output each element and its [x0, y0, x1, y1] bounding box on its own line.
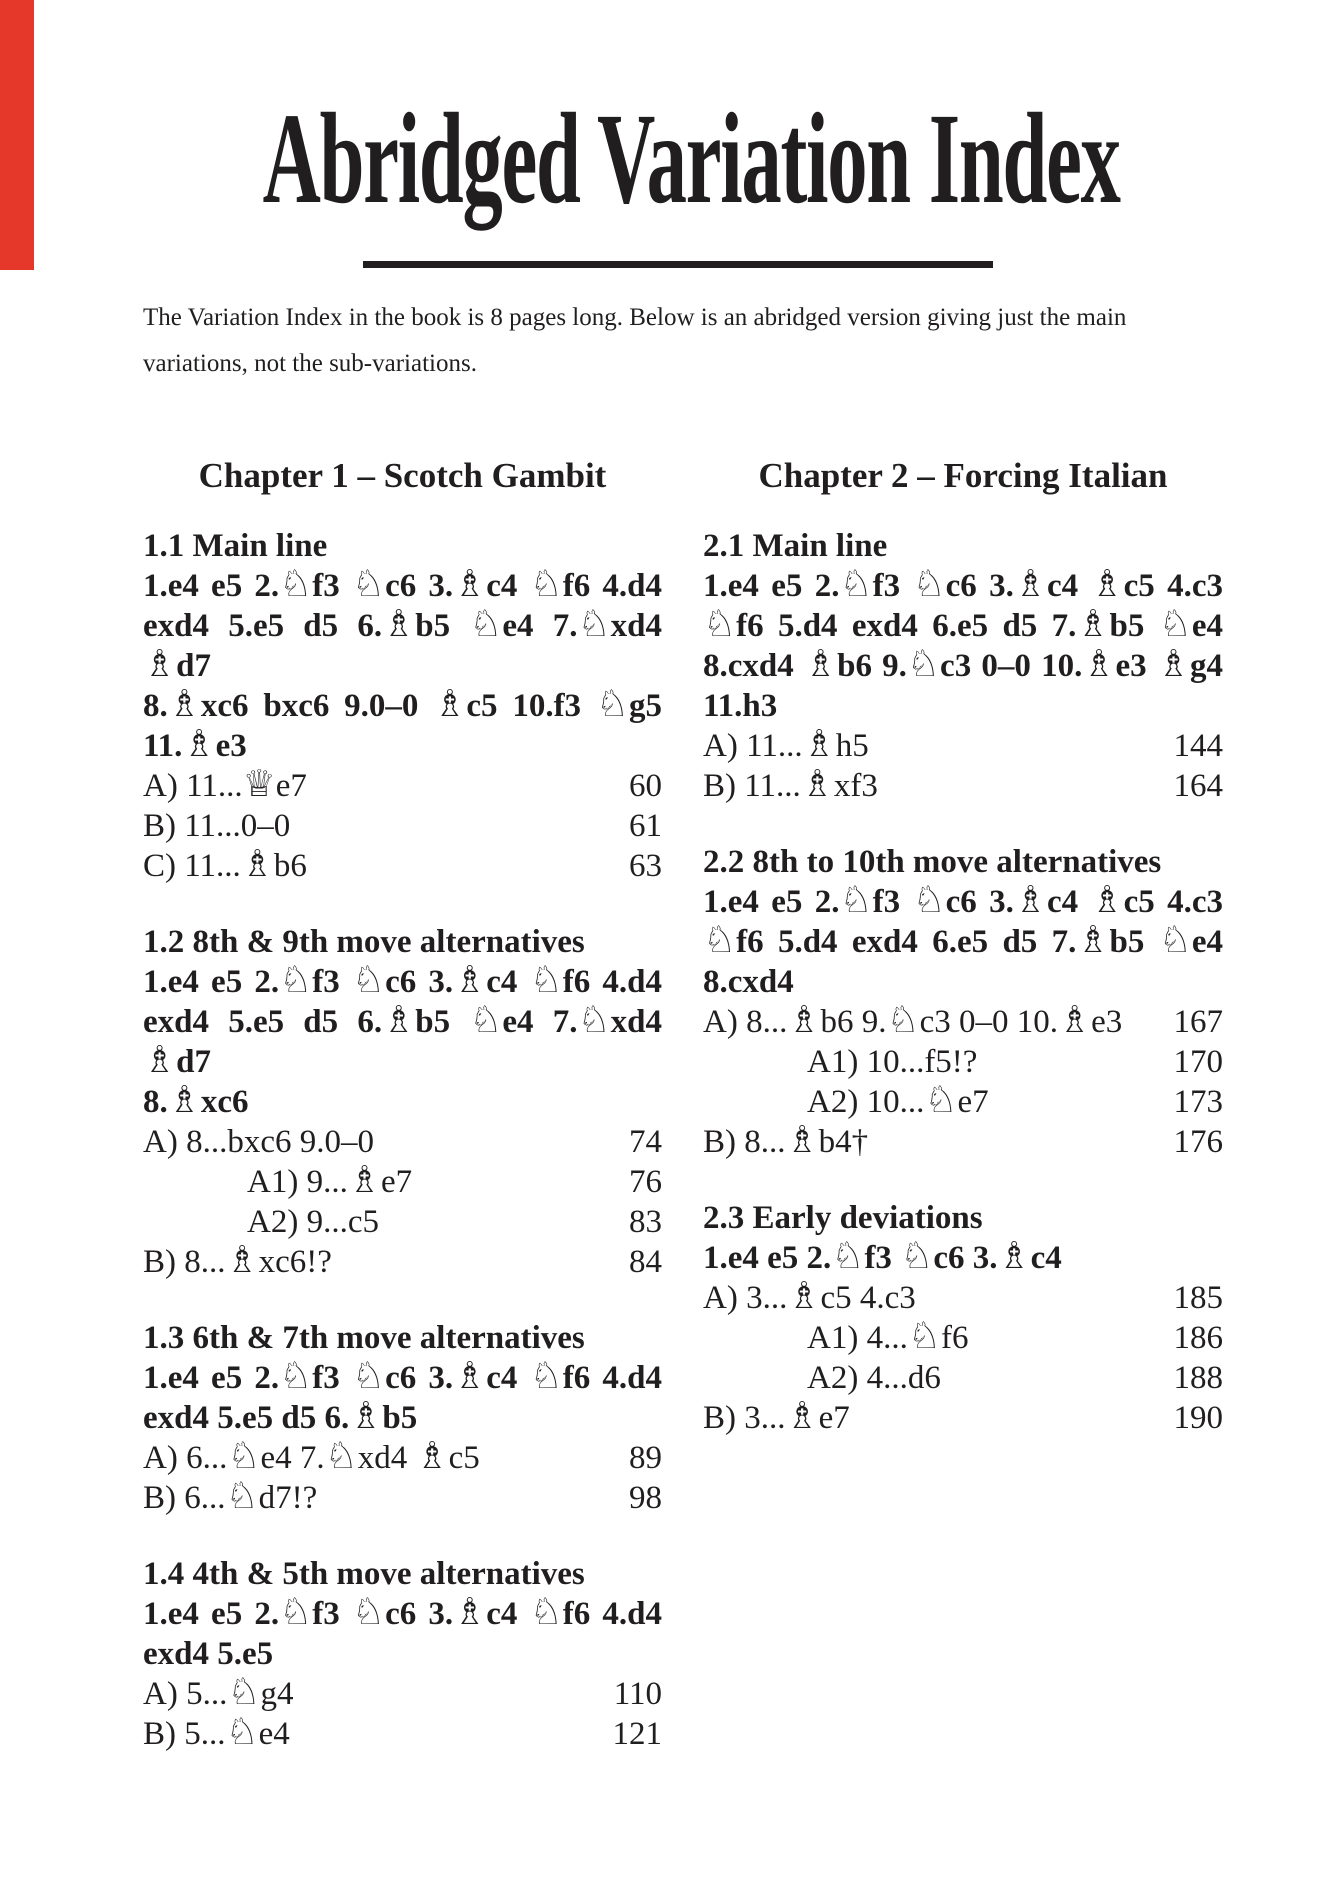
variation-section: [703, 1198, 1223, 1438]
section-heading: 2.2 8th to 10th move alternatives: [703, 844, 1162, 880]
move-line: 1.e4 e5 2.♘f3 ♘c6 3.♗c4 ♘f6 4.d4: [143, 562, 662, 605]
intro-line: variations, not the sub-variations.: [143, 350, 477, 377]
figurine-bishop-icon: ♗: [1090, 878, 1124, 921]
variation-section: [703, 526, 1223, 806]
figurine-knight-icon: ♘: [839, 562, 873, 605]
variation-row: [143, 1158, 662, 1202]
variation-row: [703, 722, 1223, 766]
moves-paragraph: [143, 958, 662, 1122]
moves-paragraph: [703, 562, 1224, 726]
figurine-knight-icon: ♘: [907, 1314, 941, 1357]
variation-page-number: 98: [629, 1480, 662, 1516]
variation-row: [703, 1118, 1223, 1162]
figurine-knight-icon: ♘: [351, 1354, 386, 1397]
section-heading: 1.4 4th & 5th move alternatives: [143, 1556, 585, 1592]
figurine-knight-icon: ♘: [906, 642, 941, 685]
variation-page-number: 173: [1173, 1084, 1223, 1120]
move-line: 1.e4 e5 2.♘f3 ♘c6 3.♗c4 ♘f6 4.d4: [143, 1354, 662, 1397]
variation-label: B) 8...♗b4†: [703, 1118, 869, 1161]
variation-section: [143, 922, 662, 1282]
move-line: 1.e4 e5 2.♘f3 ♘c6 3.♗c4 ♗c5 4.c3: [703, 562, 1224, 605]
move-line: 11.h3: [703, 688, 778, 724]
section-heading: 1.1 Main line: [143, 528, 328, 564]
move-line: exd4 5.e5 d5 6.♗b5 ♘e4 7.♘xd4 ♗d7: [143, 998, 662, 1081]
figurine-knight-icon: ♘: [839, 878, 873, 921]
variation-section: [143, 1554, 662, 1754]
variation-row: [143, 1710, 662, 1754]
figurine-knight-icon: ♘: [227, 1434, 261, 1477]
figurine-knight-icon: ♘: [351, 958, 386, 1001]
move-line: 1.e4 e5 2.♘f3 ♘c6 3.♗c4: [703, 1234, 1062, 1277]
figurine-bishop-icon: ♗: [1076, 602, 1110, 645]
variation-page-number: 170: [1173, 1044, 1223, 1080]
chapter-heading: Chapter 1 – Scotch Gambit: [198, 456, 607, 495]
move-line: exd4 5.e5 d5 6.♗b5: [143, 1394, 418, 1437]
figurine-knight-icon: ♘: [1158, 602, 1192, 645]
figurine-bishop-icon: ♗: [143, 1038, 177, 1081]
variation-row: [703, 1394, 1223, 1438]
variation-page-number: 76: [629, 1164, 662, 1200]
figurine-knight-icon: ♘: [279, 1590, 313, 1633]
variation-label: B) 5...♘e4: [143, 1710, 290, 1753]
variation-row: [143, 806, 662, 846]
column-chapter-2: [703, 454, 1223, 1754]
figurine-knight-icon: ♘: [227, 1670, 261, 1713]
figurine-knight-icon: ♘: [900, 1234, 934, 1277]
variation-row: [703, 1314, 1223, 1358]
figurine-knight-icon: ♘: [912, 562, 946, 605]
figurine-knight-icon: ♘: [886, 998, 920, 1041]
figurine-knight-icon: ♘: [279, 562, 313, 605]
figurine-knight-icon: ♘: [351, 562, 386, 605]
figurine-bishop-icon: ♗: [787, 998, 821, 1041]
move-line: 11.♗e3: [143, 722, 247, 765]
section-heading: 2.3 Early deviations: [703, 1200, 983, 1236]
variation-label: A2) 10...♘e7: [807, 1078, 989, 1121]
figurine-bishop-icon: ♗: [347, 1158, 381, 1201]
variation-section: [143, 526, 662, 886]
variation-row: [143, 1474, 662, 1518]
moves-paragraph: [143, 1354, 662, 1438]
figurine-knight-icon: ♘: [595, 682, 629, 725]
variation-label: A2) 4...d6: [807, 1360, 941, 1396]
figurine-bishop-icon: ♗: [433, 682, 467, 725]
figurine-bishop-icon: ♗: [240, 842, 274, 885]
variation-label: A) 6...♘e4 7.♘xd4 ♗c5: [143, 1434, 480, 1477]
variation-page-number: 110: [613, 1676, 662, 1712]
figurine-knight-icon: ♘: [469, 602, 503, 645]
figurine-knight-icon: ♘: [324, 1434, 358, 1477]
variation-section: [143, 1318, 662, 1518]
figurine-bishop-icon: ♗: [382, 602, 416, 645]
figurine-knight-icon: ♘: [351, 1590, 386, 1633]
column-chapter-1: [143, 454, 662, 1754]
variation-page-number: 188: [1173, 1360, 1223, 1396]
variation-page-number: 186: [1173, 1320, 1223, 1356]
section-list: [703, 526, 1223, 1438]
move-line: 8.cxd4 ♗b6 9.♘c3 0–0 10.♗e3 ♗g4: [703, 642, 1223, 685]
move-line: 8.cxd4: [703, 964, 794, 1000]
page-title: [0, 89, 1339, 229]
moves-paragraph: [703, 1234, 1223, 1278]
page-title-text: Abridged Variation Index: [262, 87, 1120, 231]
figurine-bishop-icon: ♗: [803, 642, 838, 685]
variation-page-number: 185: [1173, 1280, 1223, 1316]
figurine-knight-icon: ♘: [279, 958, 313, 1001]
variation-page-number: 84: [629, 1244, 662, 1280]
variation-row: [703, 998, 1223, 1042]
figurine-knight-icon: ♘: [469, 998, 503, 1041]
variation-label: B) 6...♘d7!?: [143, 1474, 318, 1517]
variation-page-number: 83: [629, 1204, 662, 1240]
figurine-bishop-icon: ♗: [785, 1394, 819, 1437]
figurine-bishop-icon: ♗: [453, 562, 487, 605]
figurine-bishop-icon: ♗: [182, 722, 216, 765]
figurine-bishop-icon: ♗: [1082, 642, 1116, 685]
figurine-knight-icon: ♘: [924, 1078, 958, 1121]
variation-label: B) 3...♗e7: [703, 1394, 850, 1437]
variation-row: [703, 1358, 1223, 1398]
figurine-bishop-icon: ♗: [997, 1234, 1031, 1277]
section-heading: 1.3 6th & 7th move alternatives: [143, 1320, 585, 1356]
figurine-knight-icon: ♘: [1158, 918, 1192, 961]
variation-label: A) 11...♕e7: [143, 762, 307, 805]
variation-row: [143, 762, 662, 806]
variation-row: [703, 1042, 1223, 1082]
figurine-bishop-icon: ♗: [382, 998, 416, 1041]
figurine-bishop-icon: ♗: [802, 722, 836, 765]
title-rule: [363, 261, 993, 268]
variation-page-number: 89: [629, 1440, 662, 1476]
figurine-knight-icon: ♘: [703, 602, 737, 645]
figurine-bishop-icon: ♗: [785, 1118, 819, 1161]
moves-paragraph: [143, 562, 662, 766]
variation-row: [143, 1670, 662, 1714]
move-line: exd4 5.e5: [143, 1636, 274, 1672]
variation-page-number: 167: [1173, 1004, 1223, 1040]
variation-label: A1) 4...♘f6: [807, 1314, 969, 1357]
figurine-knight-icon: ♘: [225, 1474, 259, 1517]
figurine-bishop-icon: ♗: [167, 682, 201, 725]
figurine-bishop-icon: ♗: [1076, 918, 1110, 961]
figurine-knight-icon: ♘: [577, 602, 611, 645]
variation-label: A) 5...♘g4: [143, 1670, 294, 1713]
variation-page-number: 144: [1173, 728, 1223, 764]
variation-row: [143, 1122, 662, 1162]
section-heading: 2.1 Main line: [703, 528, 888, 564]
variation-label: A1) 9...♗e7: [247, 1158, 413, 1201]
variation-row: [143, 1202, 662, 1242]
variation-row: [143, 1238, 662, 1282]
figurine-bishop-icon: ♗: [453, 1590, 487, 1633]
figurine-bishop-icon: ♗: [1013, 562, 1047, 605]
variation-label: A) 8...bxc6 9.0–0: [143, 1124, 374, 1160]
variation-page-number: 121: [612, 1716, 662, 1752]
figurine-knight-icon: ♘: [912, 878, 946, 921]
move-line: 8.♗xc6 bxc6 9.0–0 ♗c5 10.f3 ♘g5: [143, 682, 662, 725]
figurine-bishop-icon: ♗: [1013, 878, 1047, 921]
figurine-bishop-icon: ♗: [800, 762, 834, 805]
figurine-knight-icon: ♘: [529, 562, 563, 605]
figurine-bishop-icon: ♗: [1156, 642, 1190, 685]
figurine-knight-icon: ♘: [279, 1354, 313, 1397]
figurine-knight-icon: ♘: [577, 998, 611, 1041]
variation-label: A) 11...♗h5: [703, 722, 869, 765]
intro-line: The Variation Index in the book is 8 pages long. Below is an abridged version giving just the main: [143, 304, 1127, 331]
chapter-heading: Chapter 2 – Forcing Italian: [758, 456, 1168, 495]
variation-label: B) 8...♗xc6!?: [143, 1238, 332, 1281]
move-line: ♘f6 5.d4 exd4 6.e5 d5 7.♗b5 ♘e4: [703, 918, 1223, 961]
variation-page-number: 63: [629, 848, 662, 884]
variation-row: [143, 1434, 662, 1478]
figurine-knight-icon: ♘: [529, 958, 563, 1001]
move-line: exd4 5.e5 d5 6.♗b5 ♘e4 7.♘xd4 ♗d7: [143, 602, 662, 685]
columns-container: [143, 454, 1223, 1754]
figurine-knight-icon: ♘: [529, 1354, 563, 1397]
variation-page-number: 60: [629, 768, 662, 804]
variation-section: [703, 842, 1223, 1162]
figurine-bishop-icon: ♗: [453, 1354, 487, 1397]
section-list: [143, 526, 662, 1754]
move-line: 8.♗xc6: [143, 1078, 249, 1121]
figurine-knight-icon: ♘: [529, 1590, 563, 1633]
figurine-knight-icon: ♘: [703, 918, 737, 961]
figurine-bishop-icon: ♗: [1058, 998, 1092, 1041]
variation-row: [703, 1078, 1223, 1122]
variation-label: A1) 10...f5!?: [807, 1044, 978, 1080]
intro-paragraph: [143, 295, 1228, 387]
variation-label: C) 11...♗b6: [143, 842, 307, 885]
section-heading: 1.2 8th & 9th move alternatives: [143, 924, 585, 960]
figurine-bishop-icon: ♗: [167, 1078, 201, 1121]
variation-row: [703, 1274, 1223, 1318]
figurine-bishop-icon: ♗: [349, 1394, 383, 1437]
variation-label: A) 3...♗c5 4.c3: [703, 1274, 916, 1317]
variation-page-number: 176: [1173, 1124, 1223, 1160]
variation-label: B) 11...♗xf3: [703, 762, 878, 805]
figurine-bishop-icon: ♗: [453, 958, 487, 1001]
figurine-bishop-icon: ♗: [1090, 562, 1124, 605]
move-line: 1.e4 e5 2.♘f3 ♘c6 3.♗c4 ♘f6 4.d4: [143, 958, 662, 1001]
move-line: 1.e4 e5 2.♘f3 ♘c6 3.♗c4 ♗c5 4.c3: [703, 878, 1224, 921]
variation-label: A2) 9...c5: [247, 1204, 379, 1240]
variation-row: [143, 842, 662, 886]
variation-label: B) 11...0–0: [143, 808, 291, 844]
variation-page-number: 190: [1173, 1400, 1223, 1436]
move-line: ♘f6 5.d4 exd4 6.e5 d5 7.♗b5 ♘e4: [703, 602, 1223, 645]
figurine-bishop-icon: ♗: [787, 1274, 821, 1317]
variation-label: A) 8...♗b6 9.♘c3 0–0 10.♗e3: [703, 998, 1123, 1041]
figurine-knight-icon: ♘: [225, 1710, 259, 1753]
variation-page-number: 164: [1173, 768, 1223, 804]
figurine-bishop-icon: ♗: [415, 1434, 449, 1477]
figurine-knight-icon: ♘: [831, 1234, 865, 1277]
move-line: 1.e4 e5 2.♘f3 ♘c6 3.♗c4 ♘f6 4.d4: [143, 1590, 662, 1633]
moves-paragraph: [703, 878, 1224, 1002]
figurine-bishop-icon: ♗: [225, 1238, 259, 1281]
variation-row: [703, 762, 1223, 806]
figurine-queen-icon: ♕: [242, 762, 276, 805]
variation-page-number: 61: [629, 808, 662, 844]
figurine-bishop-icon: ♗: [143, 642, 177, 685]
moves-paragraph: [143, 1590, 662, 1674]
variation-page-number: 74: [629, 1124, 662, 1160]
